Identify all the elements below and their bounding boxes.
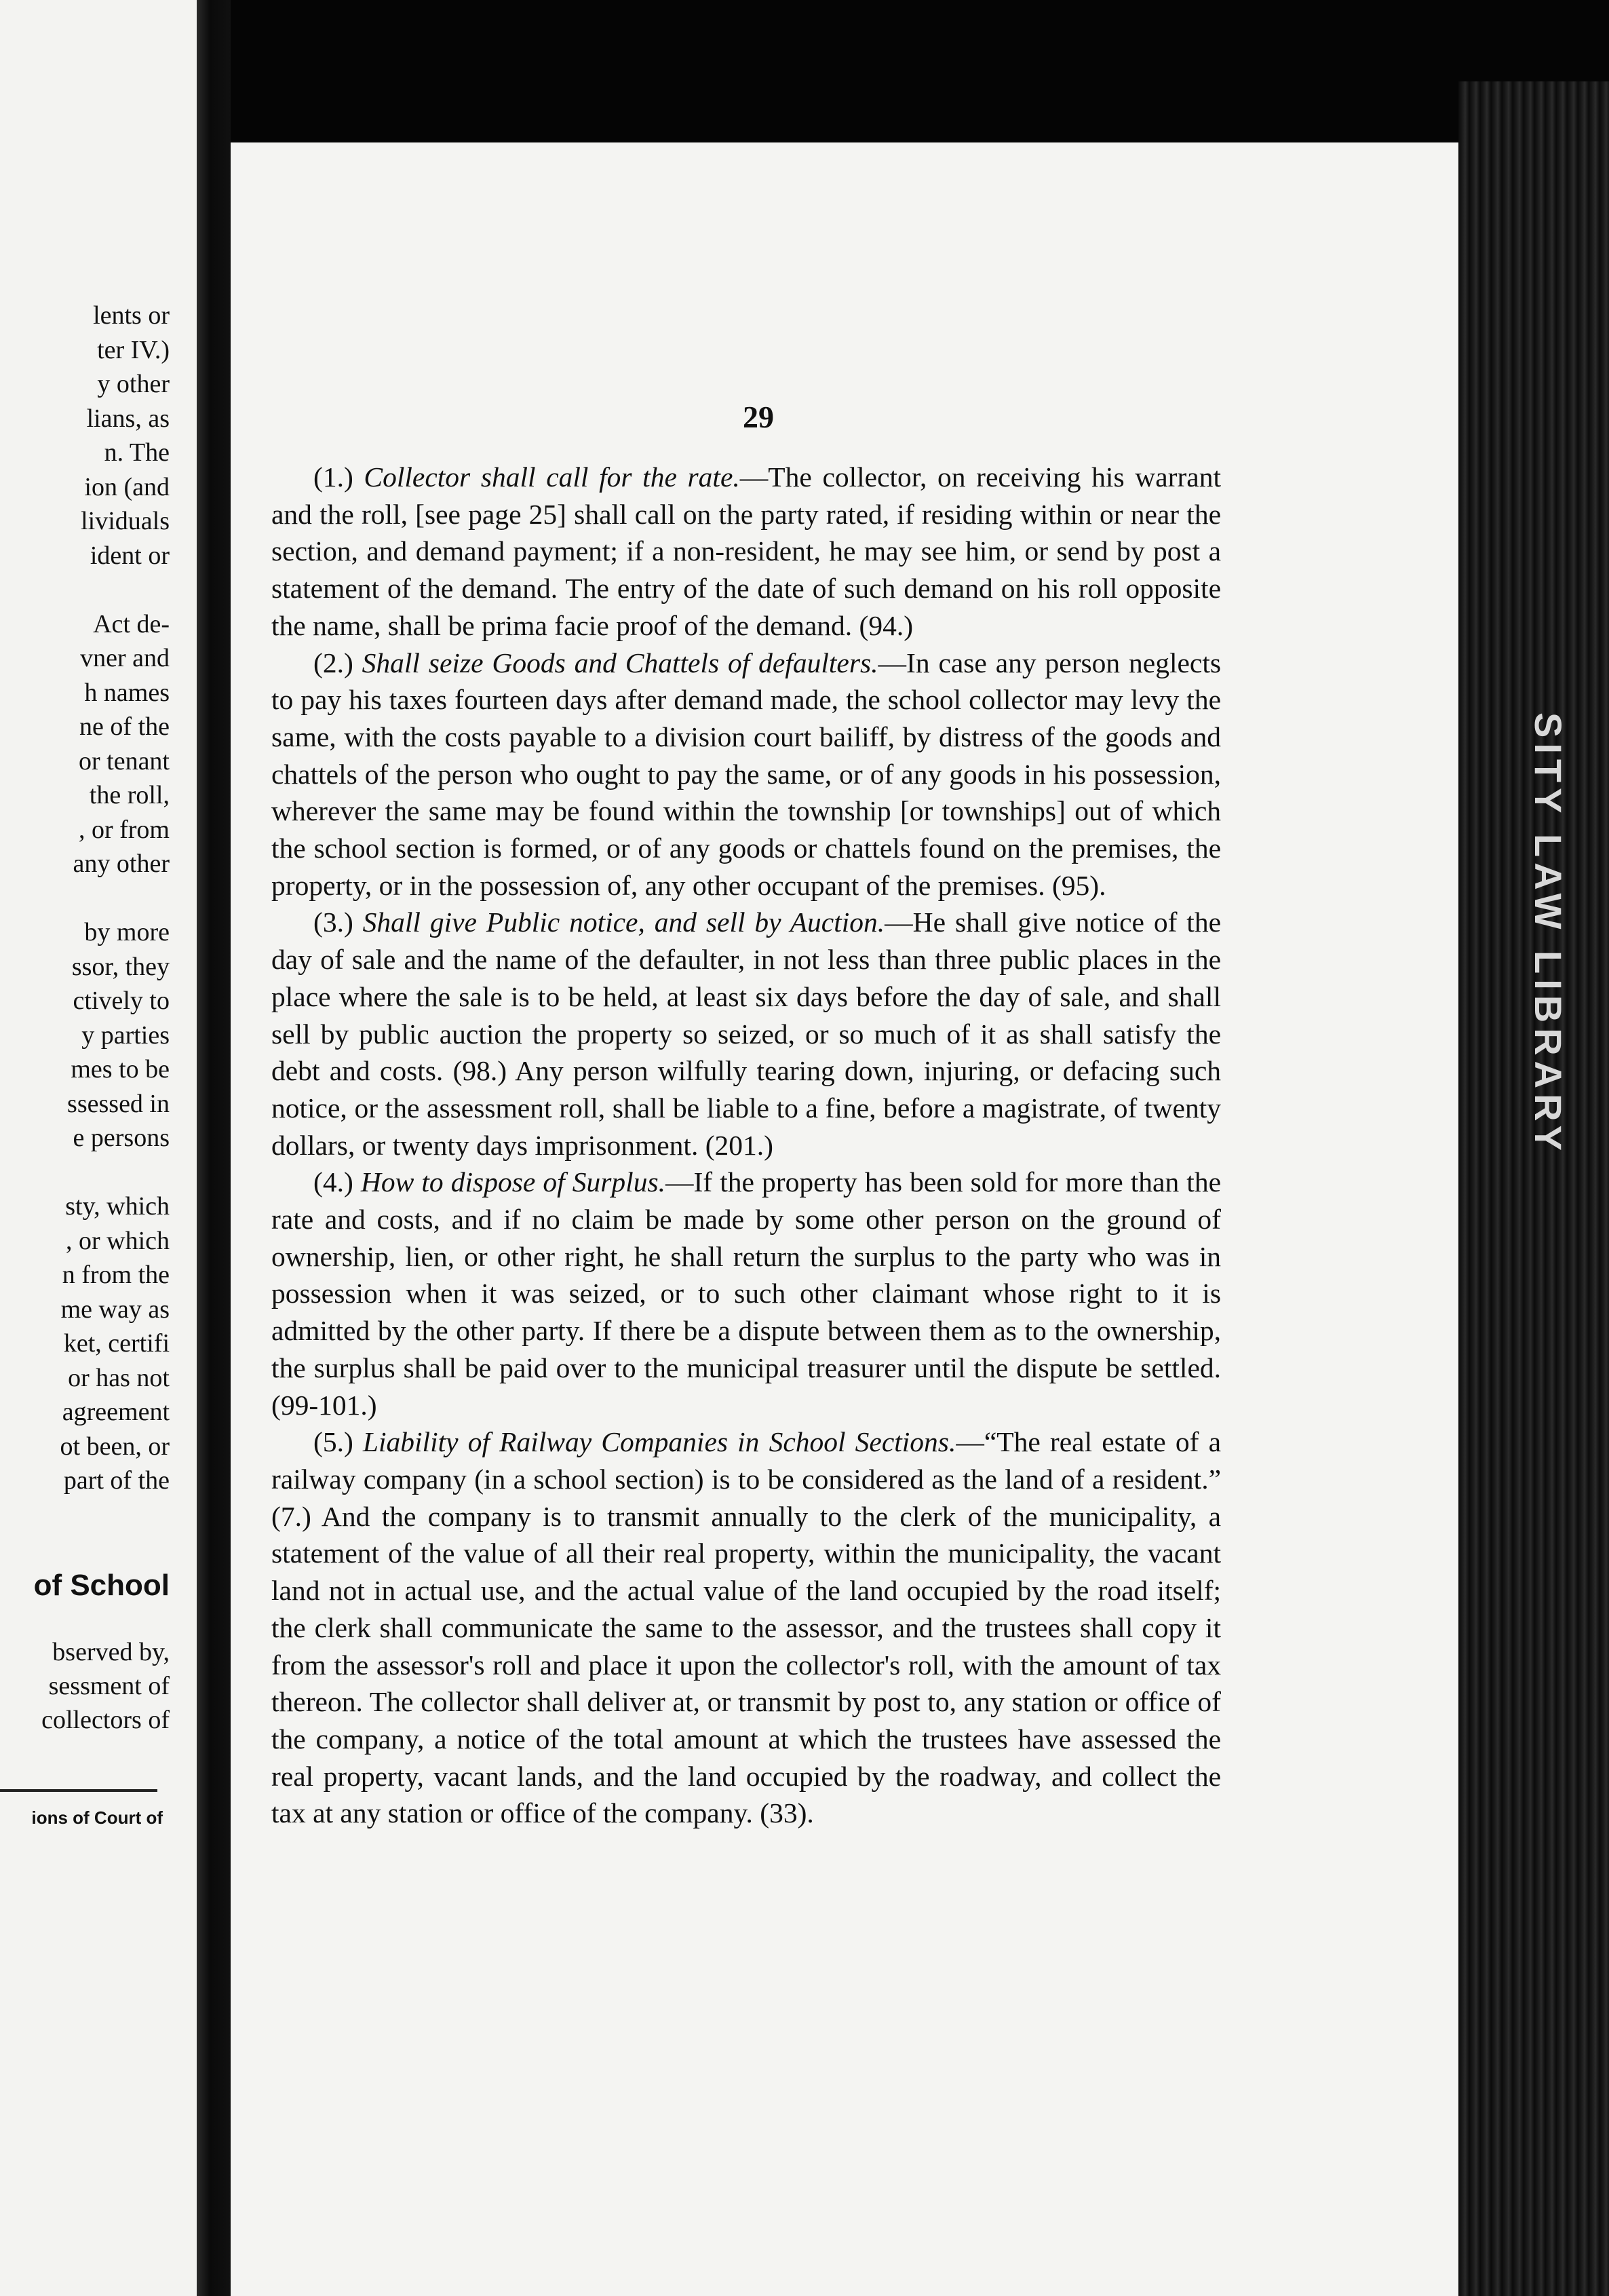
book-gutter-shadow [197, 0, 231, 2296]
left-fragment-heading: of School [33, 1569, 170, 1602]
paragraph-text: —He shall give notice of the day of sale and the name of the defaulter, in not less than three public places in the place where the sale is to be held, at least six days before the day of sale, and shall sell by public auction the property so seized, or so much of it as shall satisfy the debt and costs. (98.) Any person wilfully tearing down, injuring, or defacing such notice, or the assessment roll, shall be liable to a fine, before a magistrate, of twenty dollars, or twenty days imprisonment. (201.) [271, 906, 1222, 1161]
paragraph-heading: Shall seize Goods and Chattels of defaulters. [362, 647, 878, 678]
paragraph-number: (2.) [313, 647, 353, 678]
left-fragment-line [0, 1155, 170, 1190]
left-fragment-line: ssor, they [71, 952, 170, 981]
left-fragment-line: any other [73, 849, 170, 878]
paragraph-3 [271, 904, 1221, 1164]
left-fragment-footnote: ions of Court of [31, 1807, 163, 1828]
book-edge-spine [1458, 81, 1609, 2296]
left-fragment-line: h names [84, 678, 170, 707]
left-fragment-line: the roll, [89, 781, 170, 809]
left-fragment-line: y parties [81, 1020, 170, 1050]
left-fragment-line: lians, as [86, 404, 170, 433]
left-fragment-line: , or from [78, 815, 170, 844]
paragraph-heading: Collector shall call for the rate. [364, 461, 740, 493]
left-fragment-line: , or which [65, 1226, 170, 1255]
left-fragment-line [0, 573, 170, 607]
paragraph-number: (5.) [313, 1426, 353, 1458]
left-fragment-line: lents or [93, 301, 170, 330]
left-fragment-line: agreement [62, 1398, 170, 1426]
left-fragment-line: ssessed in [67, 1089, 170, 1118]
paragraph-text: —The collector, on receiving his warrant and the roll, [see page 25] shall call on the party rated, if residing within or near the section, and demand payment; if a non-resident, he may see him, or send by post a statement of the demand. The entry of the date of such demand on his roll opposite the name, shall be prima facie proof of the demand. (94.) [271, 461, 1221, 641]
paragraph-5 [271, 1423, 1221, 1832]
left-fragment-line: part of the [63, 1466, 170, 1495]
left-fragment-footnote-rule [0, 1789, 157, 1792]
left-fragment-line: lividuals [81, 507, 170, 535]
left-fragment-lines [0, 299, 170, 1498]
paragraph-text: —“The real estate of a railway company (in a school section) is to be considered as the land of a resident.” (7.) And the company is to transmit annually to the clerk of the municipality, a statement of the value of all their real property, within the municipality, the vacant land not in actual use, and the actual value of the land occupied by the road itself; the clerk shall communicate the same to the assessor, and the trustees shall copy it from the assessor's roll and place it upon the collector's roll, with the amount of tax thereon. The collector shall deliver at, or transmit by post to, any station or office of the company, a notice of the total amount at which the trustees have assessed the real property, vacant lands, and the land occupied by the roadway, and collect the tax at any station or office of the company. (33). [271, 1426, 1221, 1829]
left-fragment-line: or has not [68, 1363, 170, 1392]
page-number: 29 [743, 400, 774, 434]
left-fragment-line: me way as [60, 1295, 170, 1324]
left-fragment-line: ot been, or [60, 1432, 170, 1461]
left-fragment-lines-lower [0, 1635, 170, 1737]
paragraph-2 [271, 645, 1221, 904]
paragraph-heading: How to dispose of Surplus. [360, 1166, 665, 1198]
paragraph-heading: Liability of Railway Companies in School Sections. [362, 1426, 956, 1458]
spine-lettering: SITY LAW LIBRARY [1527, 712, 1570, 1156]
body-text [271, 459, 1221, 1832]
left-fragment-line [0, 881, 170, 916]
left-facing-page-fragment [0, 0, 197, 2296]
paragraph-text: —In case any person neglects to pay his taxes fourteen days after demand made, the school collector may levy the same, with the costs payable to a division court bailiff, by distress of the goods and chattels of the person who ought to pay the same, or of any goods in his possession, wherever the same may be found within the township [or townships] out of which the school section is formed, or of any goods or chattels found on the premises, the property, or in the possession of, any other occupant of the premises. (95). [271, 647, 1222, 901]
paragraph-number: (3.) [313, 906, 353, 938]
left-fragment-line: e persons [73, 1124, 170, 1152]
paragraph-4 [271, 1164, 1221, 1423]
left-fragment-line: bserved by, [52, 1638, 170, 1666]
left-fragment-line: Act de- [93, 609, 170, 638]
left-fragment-line: n. The [104, 438, 170, 467]
left-fragment-line: sessment of [48, 1672, 170, 1700]
paragraph-heading: Shall give Public notice, and sell by Auction. [362, 906, 885, 938]
paragraph-number: (4.) [313, 1166, 353, 1198]
left-fragment-line: y other [97, 370, 170, 398]
paragraph-number: (1.) [313, 461, 353, 493]
left-fragment-line: ident or [90, 541, 170, 570]
left-fragment-line: ion (and [84, 472, 170, 501]
left-fragment-line: n from the [62, 1261, 170, 1289]
left-fragment-line: sty, which [65, 1192, 170, 1221]
paragraph-1 [271, 459, 1221, 645]
left-fragment-line: or tenant [78, 746, 170, 776]
left-fragment-line: by more [84, 918, 170, 946]
left-fragment-line: ket, certifi [63, 1329, 170, 1358]
left-fragment-line: mes to be [71, 1055, 170, 1084]
left-fragment-line: ter IV.) [97, 335, 170, 364]
left-fragment-line: ctively to [73, 987, 170, 1015]
paragraph-text: —If the property has been sold for more than the rate and costs, and if no claim be made by some other person on the ground of ownership, lien, or other right, he shall return the surplus to the party who was in possession when it was seized, or to such other claimant whose right to it is admitted by the other party. If there be a dispute between them as to the ownership, the surplus shall be paid over to the municipal treasurer until the dispute be settled. (99-101.) [271, 1166, 1221, 1421]
left-fragment-line: vner and [80, 644, 170, 672]
left-fragment-line: ne of the [79, 712, 170, 741]
left-fragment-line: collectors of [41, 1706, 170, 1734]
